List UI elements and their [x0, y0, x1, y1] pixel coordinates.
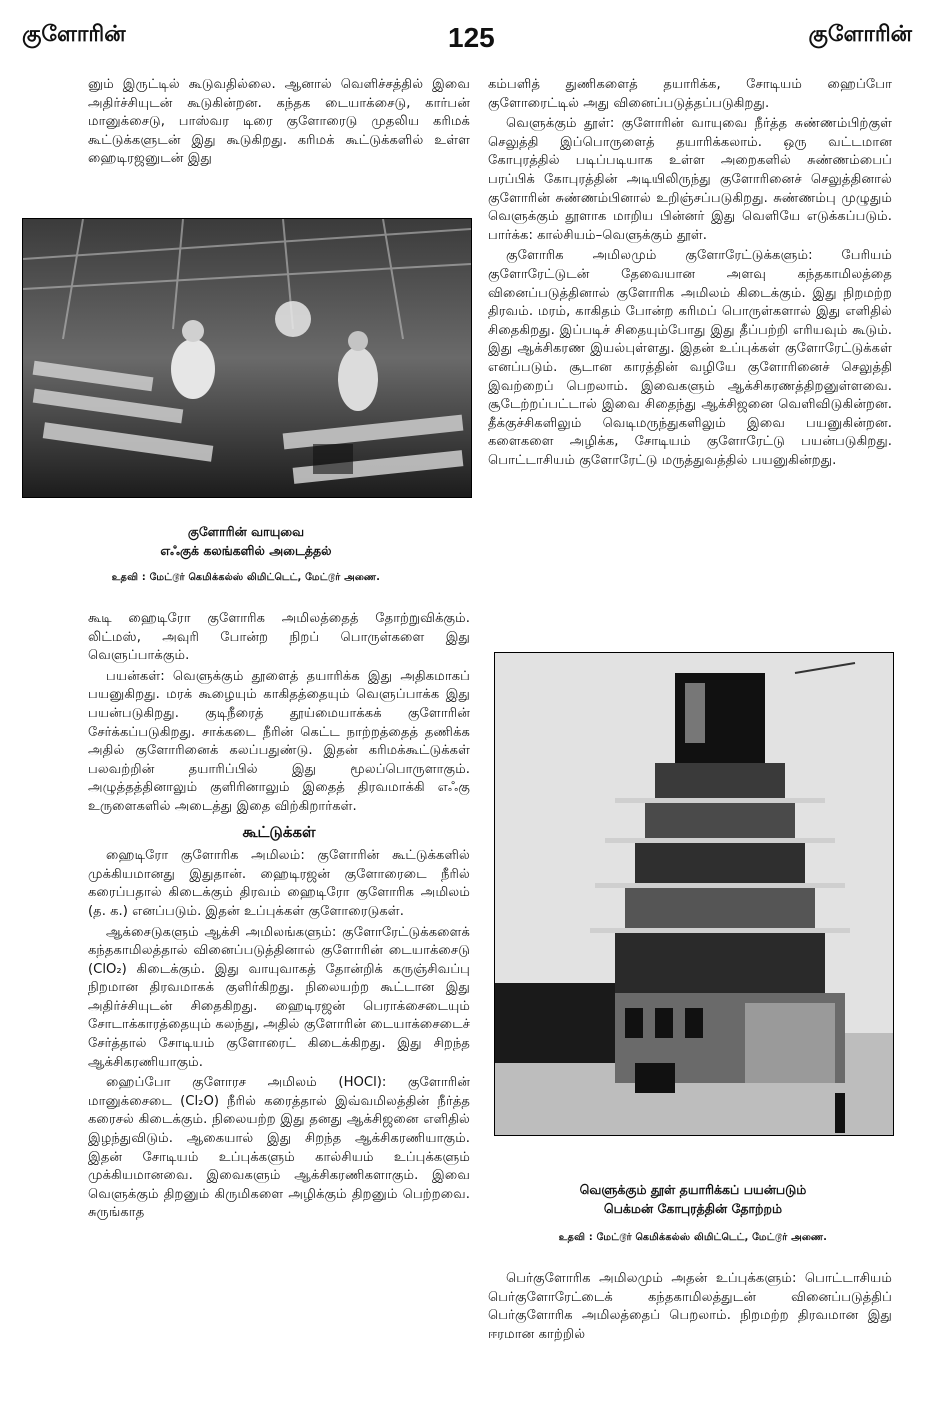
running-head-left: குளோரின் — [22, 22, 126, 47]
running-head-right: குளோரின் — [808, 22, 912, 47]
left-column-top — [88, 76, 470, 171]
figure2-credit: உதவி : மேட்டூர் கெமிக்கல்ஸ் லிமிட்டெட், மேட்டூர் அணை. — [558, 1232, 828, 1243]
paragraph-oxides: ஆக்சைடுகளும் ஆக்சி அமிலங்களும்: குளோரேட்டுக்களைக் கந்தகாமிலத்தால் வினைப்படுத்தினால் குளோரின் டையாக்சைடு (ClO₂) கிடைக்கும். இது வாயுவாகத் தோன்றிக் கருஞ்சிவப்பு நிறமான திரவமாகக் குளிர்கிறது. நிலையற்ற கூட்டான இது அதிர்ச்சியுடன் சிதைகிறது. ஹைடிரஜன் பெராக்சைடையும் சோடாக்காரத்தையும் கலந்து, அதில் குளோரின் டையாக்சைடைச் சேர்த்தால் சோடியம் குளோரைட் கிடைக்கிறது. இது சிறந்த ஆக்சிகரணியாகும். — [88, 924, 470, 1070]
paragraph-chloric-acid: குளோரிக அமிலமும் குளோரேட்டுக்களும்: பேரியம் குளோரேட்டுடன் தேவையான அளவு கந்தகாமிலத்தை வினைப்படுத்தினால் குளோரிக அமிலம் கிடைக்கும். இது நிறமற்ற திரவம். மரம், காகிதம் போன்ற கரிமப் பொருள்களால் இது எளிதில் சிதைகிறது. இப்படிச் சிதையும்போது இது தீப்பற்றி எரியவும் கூடும். இது ஆக்சிகரண இயல்புள்ளது. இதன் உப்புக்கள் குளோரேட்டுக்கள் எனப்படும். சூடான காரத்தின் வழியே குளோரினைச் செலுத்தி இவற்றைப் பெறலாம். இவைகளும் ஆக்சிகரணத்திறனுள்ளவை. சூடேற்றப்பட்டால் இவை சிதைந்து ஆக்சிஜனை வெளிவிடுகின்றன. தீக்குச்சிகளிலும் வெடிமருந்துகளிலும் இவை பயனுகின்றன. களைகளை அழிக்க, சோடியம் குளோரேட்டு பயன்படுகிறது. பொட்டாசியம் குளோரேட்டு மருத்துவத்தில் பயனுகின்றது. — [488, 248, 892, 468]
section-heading-compounds: கூட்டுக்கள் — [242, 822, 316, 841]
figure2-caption-line1: வெளுக்கும் தூள் தயாரிக்கப் பயன்படும் — [579, 1182, 807, 1197]
paragraph-hocl: ஹைப்போ குளோரச அமிலம் (HOCl): குளோரின் மானுக்சைடை (Cl₂O) நீரில் கரைத்தால் இவ்வமிலத்தின் நீர்த்த கரைசல் கிடைக்கும். நிலையற்ற இது தனது ஆக்சிஜனை எளிதில் இழந்துவிடும். ஆகையால் இது சிறந்த ஆக்சிகரணியாகும். இதன் சோடியம் உப்புக்களும் கால்சியம் உப்புக்களும் முக்கியமானவை. இவைகளும் ஆக்சிகரணிகளாகும். இவை வெளுக்கும் திறனும் கிருமிகளை அழிக்கும் திறனும் பெற்றவை. சுருங்காத — [88, 1075, 470, 1221]
photo-illustration — [495, 653, 893, 1135]
page-number: 125 — [448, 22, 495, 53]
paragraph-uses: பயன்கள்: வெளுக்கும் தூளைத் தயாரிக்க இது அதிகமாகப் பயனுகிறது. மரக் கூழையும் காகிதத்தையும் வெளுப்பாக்க இது பயன்படுகிறது. குடிநீரைத் தூய்மையாக்கக் குளோரின் சேர்க்கப்படுகிறது. சாக்கடை நீரின் கெட்ட நாற்றத்தைத் தணிக்க அதில் குளோரினைக் கலப்பதுண்டு. இதன் கரிமக்கூட்டுக்கள் பலவற்றின் தயாரிப்பில் இது மூலப்பொருளாகும். அழுத்தத்தினாலும் குளிரினாலும் இதைத் திரவமாக்கி எஃகு உருளைகளில் அடைத்து இதை விற்கிறார்கள். — [88, 668, 470, 814]
photo-illustration — [23, 219, 471, 497]
figure2-caption — [494, 1180, 892, 1218]
paragraph-hcl: ஹைடிரோ குளோரிக அமிலம்: குளோரின் கூட்டுக்களில் முக்கியமானது இதுதான். ஹைடிரஜன் குளோரைடை நீரில் கரைப்பதால் கிடைக்கும் திரவம் ஹைடிரோ குளோரிக அமிலம் (த. க.) எனப்படும். இதன் உப்புக்கள் குளோரைடுகள். — [88, 848, 470, 919]
paragraph: னும் இருட்டில் கூடுவதில்லை. ஆனால் வெளிச்சத்தில் இவை அதிர்ச்சியுடன் கூடுகின்றன. கந்தக டையாக்சைடு, கார்பன் மானுக்சைடு, பாஸ்வர டிரை குளோரைடு முதலிய கரிமக் கூட்டுக்களுடன் இது கூடுகிறது. கரிமக் கூட்டுக்களில் உள்ள ஹைடிரஜனுடன் இது — [88, 77, 470, 167]
paragraph-bleaching-powder: வெளுக்கும் தூள்: குளோரின் வாயுவை நீர்த்த சுண்ணம்பிற்குள் செலுத்தி இப்பொருளைத் தயாரிக்கலாம். ஒரு வட்டமான கோபுரத்தில் படிப்படியாக உள்ள அறைகளில் சுண்ணம்பைப் பரப்பிக் கோபுரத்தின் அடியிலிருந்து குளோரினைச் செலுத்தினால் குளோரின் சுண்ணம்பினால் உறிஞ்சப்படுகிறது. சுண்ணம்பு முழுதும் வெளுக்கும் தூளாக மாறிய பின்னர் இது வெளியே எடுக்கப்படும். பார்க்க: கால்சியம்–வெளுக்கும் தூள். — [488, 116, 892, 243]
figure-chlorine-filling-photo — [22, 218, 472, 498]
figure1-caption-line1: குளோரின் வாயுவை — [187, 524, 305, 539]
figure1-caption — [22, 522, 470, 560]
right-column-top — [488, 76, 892, 472]
left-column-mid — [88, 610, 470, 1225]
paragraph-perchloric-acid: பெர்குளோரிக அமிலமும் அதன் உப்புக்களும்: பொட்டாசியம் பெர்குளோரேட்டைக் கந்தகாமிலத்துடன் வினைப்படுத்திப் பெர்குளோரிக அமிலத்தைப் பெறலாம். நிறமற்ற திரவமான இது ஈரமான காற்றில் — [488, 1271, 892, 1342]
right-column-bottom — [488, 1270, 892, 1346]
figure2-caption-line2: பெக்மன் கோபுரத்தின் தோற்றம் — [603, 1201, 783, 1216]
figure1-credit: உதவி : மேட்டூர் கெமிக்கல்ஸ் லிமிட்டெட், மேட்டூர் அணை. — [111, 572, 381, 583]
figure-beckmann-tower-photo — [494, 652, 894, 1136]
paragraph: கம்பளித் துணிகளைத் தயாரிக்க, சோடியம் ஹைப்போ குளோரைட்டில் அது வினைப்படுத்தப்படுகிறது. — [488, 77, 892, 111]
paragraph: கூடி ஹைடிரோ குளோரிக அமிலத்தைத் தோற்றுவிக்கும். லிட்மஸ், அவுரி போன்ற நிறப் பொருள்களை இது வெளுப்பாக்கும். — [88, 611, 470, 664]
figure1-caption-line2: எஃகுக் கலங்களில் அடைத்தல் — [160, 543, 332, 558]
